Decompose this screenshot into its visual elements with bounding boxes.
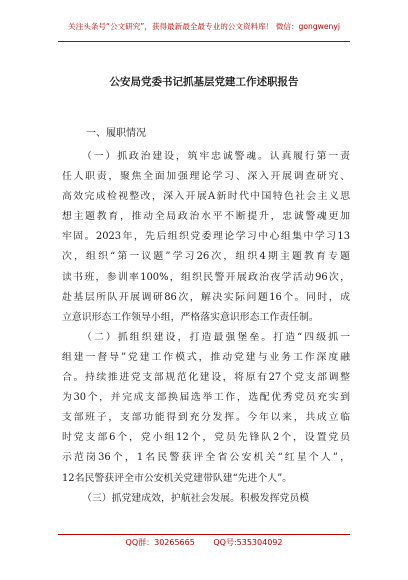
paragraph-2-line-8: 12名民警获评全市公安机关党建带队建“先进个人”。 <box>62 472 293 484</box>
body-text <box>62 147 350 509</box>
paragraph-1-line-8: 赴基层所队开展调研86次，解决实际问题16个。同时，成 <box>62 291 350 303</box>
paragraph-1-line-7: 读书班，参训率100%，组织民警开展政治夜学活动96次， <box>62 271 350 283</box>
header-banner: 关注头条号“公文研究”，获得最新最全最专业的公文资料库！ 微信：gongwenyj <box>68 22 340 31</box>
footer-divider <box>58 534 350 535</box>
footer-qq-group: QQ群：30265665 <box>125 538 195 547</box>
section-heading: 一、履职情况 <box>86 128 146 139</box>
paragraph-1-line-2: 任人职责，聚焦全面加强理论学习、深入开展调查研究、 <box>62 171 350 183</box>
paragraph-1-line-5: 牢固。2023年，先后组织党委理论学习中心组集中学习13 <box>62 231 350 243</box>
paragraph-2-line-6: 时党支部6个，党小组12个，党员先锋队2个，设置党员 <box>62 432 350 444</box>
paragraph-3-line-1: （三）抓党建成效，护航社会发展。积极发挥党员模 <box>82 492 310 504</box>
paragraph-2-line-2: 组建一督导”党建工作模式，推动党建与业务工作深度融 <box>62 351 350 363</box>
paragraph-1-line-4: 想主题教育，推动全局政治水平不断提升，忠诚警魂更加 <box>62 211 350 223</box>
paragraph-1-line-6: 次，组织“第一议题”学习26次，组织4期主题教育专题 <box>62 251 350 263</box>
paragraph-1-line-1: （一）抓政治建设，筑牢忠诚警魂。认真履行第一责 <box>82 151 350 162</box>
paragraph-2-line-4: 为30个，并完成支部换届选举工作，选配优秀党员充实到 <box>62 392 350 404</box>
header-divider <box>58 41 350 42</box>
paragraph-1-line-9: 立意识形态工作领导小组，严格落实意识形态工作责任制。 <box>62 311 319 323</box>
document-title: 公安局党委书记抓基层党建工作述职报告 <box>109 76 299 88</box>
footer-contact <box>0 537 408 548</box>
paragraph-2-line-5: 支部班子，支部功能得到充分发挥。今年以来，共成立临 <box>62 412 350 424</box>
paragraph-1-line-3: 高效完成检视整改，深入开展A新时代中国特色社会主义思 <box>62 191 350 203</box>
footer-qq-number: QQ号:535304092 <box>213 538 283 547</box>
paragraph-2-line-3: 合。持续推进党支部规范化建设，将原有27个党支部调整 <box>62 372 350 384</box>
paragraph-2-line-1: （二）抓组织建设，打造最强堡垒。打造“四级抓一 <box>82 331 350 343</box>
paragraph-2-line-7: 示范岗36个，1名民警获评全省公安机关“红星个人”， <box>62 452 350 464</box>
